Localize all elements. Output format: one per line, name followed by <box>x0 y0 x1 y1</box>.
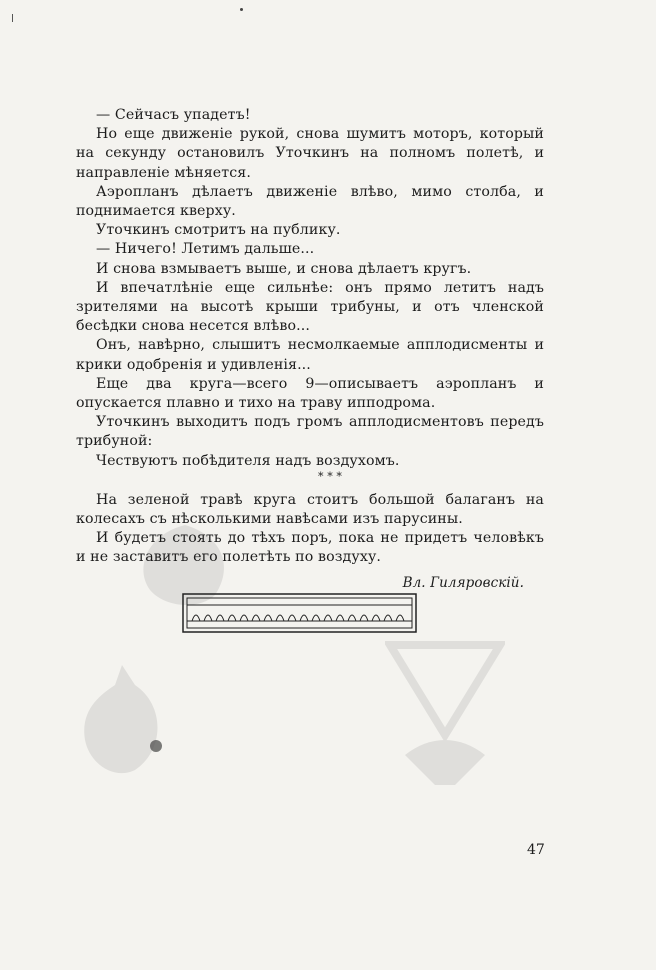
paragraph: На зеленой травѣ круга стоитъ большой балаганъ на колесахъ съ нѣсколькими навѣсами изъ парусины. <box>76 491 544 528</box>
paragraph: И снова взмываетъ выше, и снова дѣлаетъ кругъ. <box>96 260 472 277</box>
paragraph: Но еще движеніе рукой, снова шумитъ моторъ, который на секунду остановилъ Уточкинъ на полномъ полетѣ, и направленіе мѣняется. <box>76 126 544 181</box>
article-text <box>76 106 544 593</box>
paragraph: Аэропланъ дѣлаетъ движеніе влѣво, мимо столба, и поднимается кверху. <box>76 183 544 220</box>
page-number: 47 <box>527 842 545 858</box>
paragraph: — Сейчасъ упадетъ! <box>96 107 251 123</box>
paragraph: Уточкинъ выходитъ подъ громъ апплодисментовъ передъ трибуной: <box>76 414 544 450</box>
author-signature: Вл. Гиляровскій. <box>402 574 524 591</box>
ghost-ornament-3 <box>385 640 505 790</box>
paragraph: Чествуютъ побѣдителя надъ воздухомъ. <box>96 452 400 469</box>
paragraph: — Ничего! Летимъ дальше... <box>96 241 315 258</box>
paragraph: И будетъ стоять до тѣхъ поръ, пока не придетъ человѣкъ и не заставитъ его полетѣть по воздуху. <box>76 530 544 566</box>
speck <box>240 8 243 11</box>
paragraph: Еще два круга—всего 9—описываетъ аэропланъ и опускается плавно и тихо на траву ипподрома. <box>76 375 544 412</box>
paragraph: Онъ, навѣрно, слышитъ несмолкаемые апплодисменты и крики одобренія и удивленія... <box>76 337 544 373</box>
section-separator: * * * <box>318 469 342 483</box>
corner-mark <box>12 14 13 22</box>
paragraph: И впечатлѣніе еще сильнѣе: онъ прямо летитъ надъ зрителями на высотѣ крыши трибуны, и отъ членской бесѣдки снова несется влѣво... <box>76 279 544 335</box>
ghost-ornament-2 <box>75 660 170 780</box>
ink-blot <box>150 740 162 752</box>
paragraph: Уточкинъ смотритъ на публику. <box>96 222 341 239</box>
decorative-border-ornament <box>182 593 417 633</box>
